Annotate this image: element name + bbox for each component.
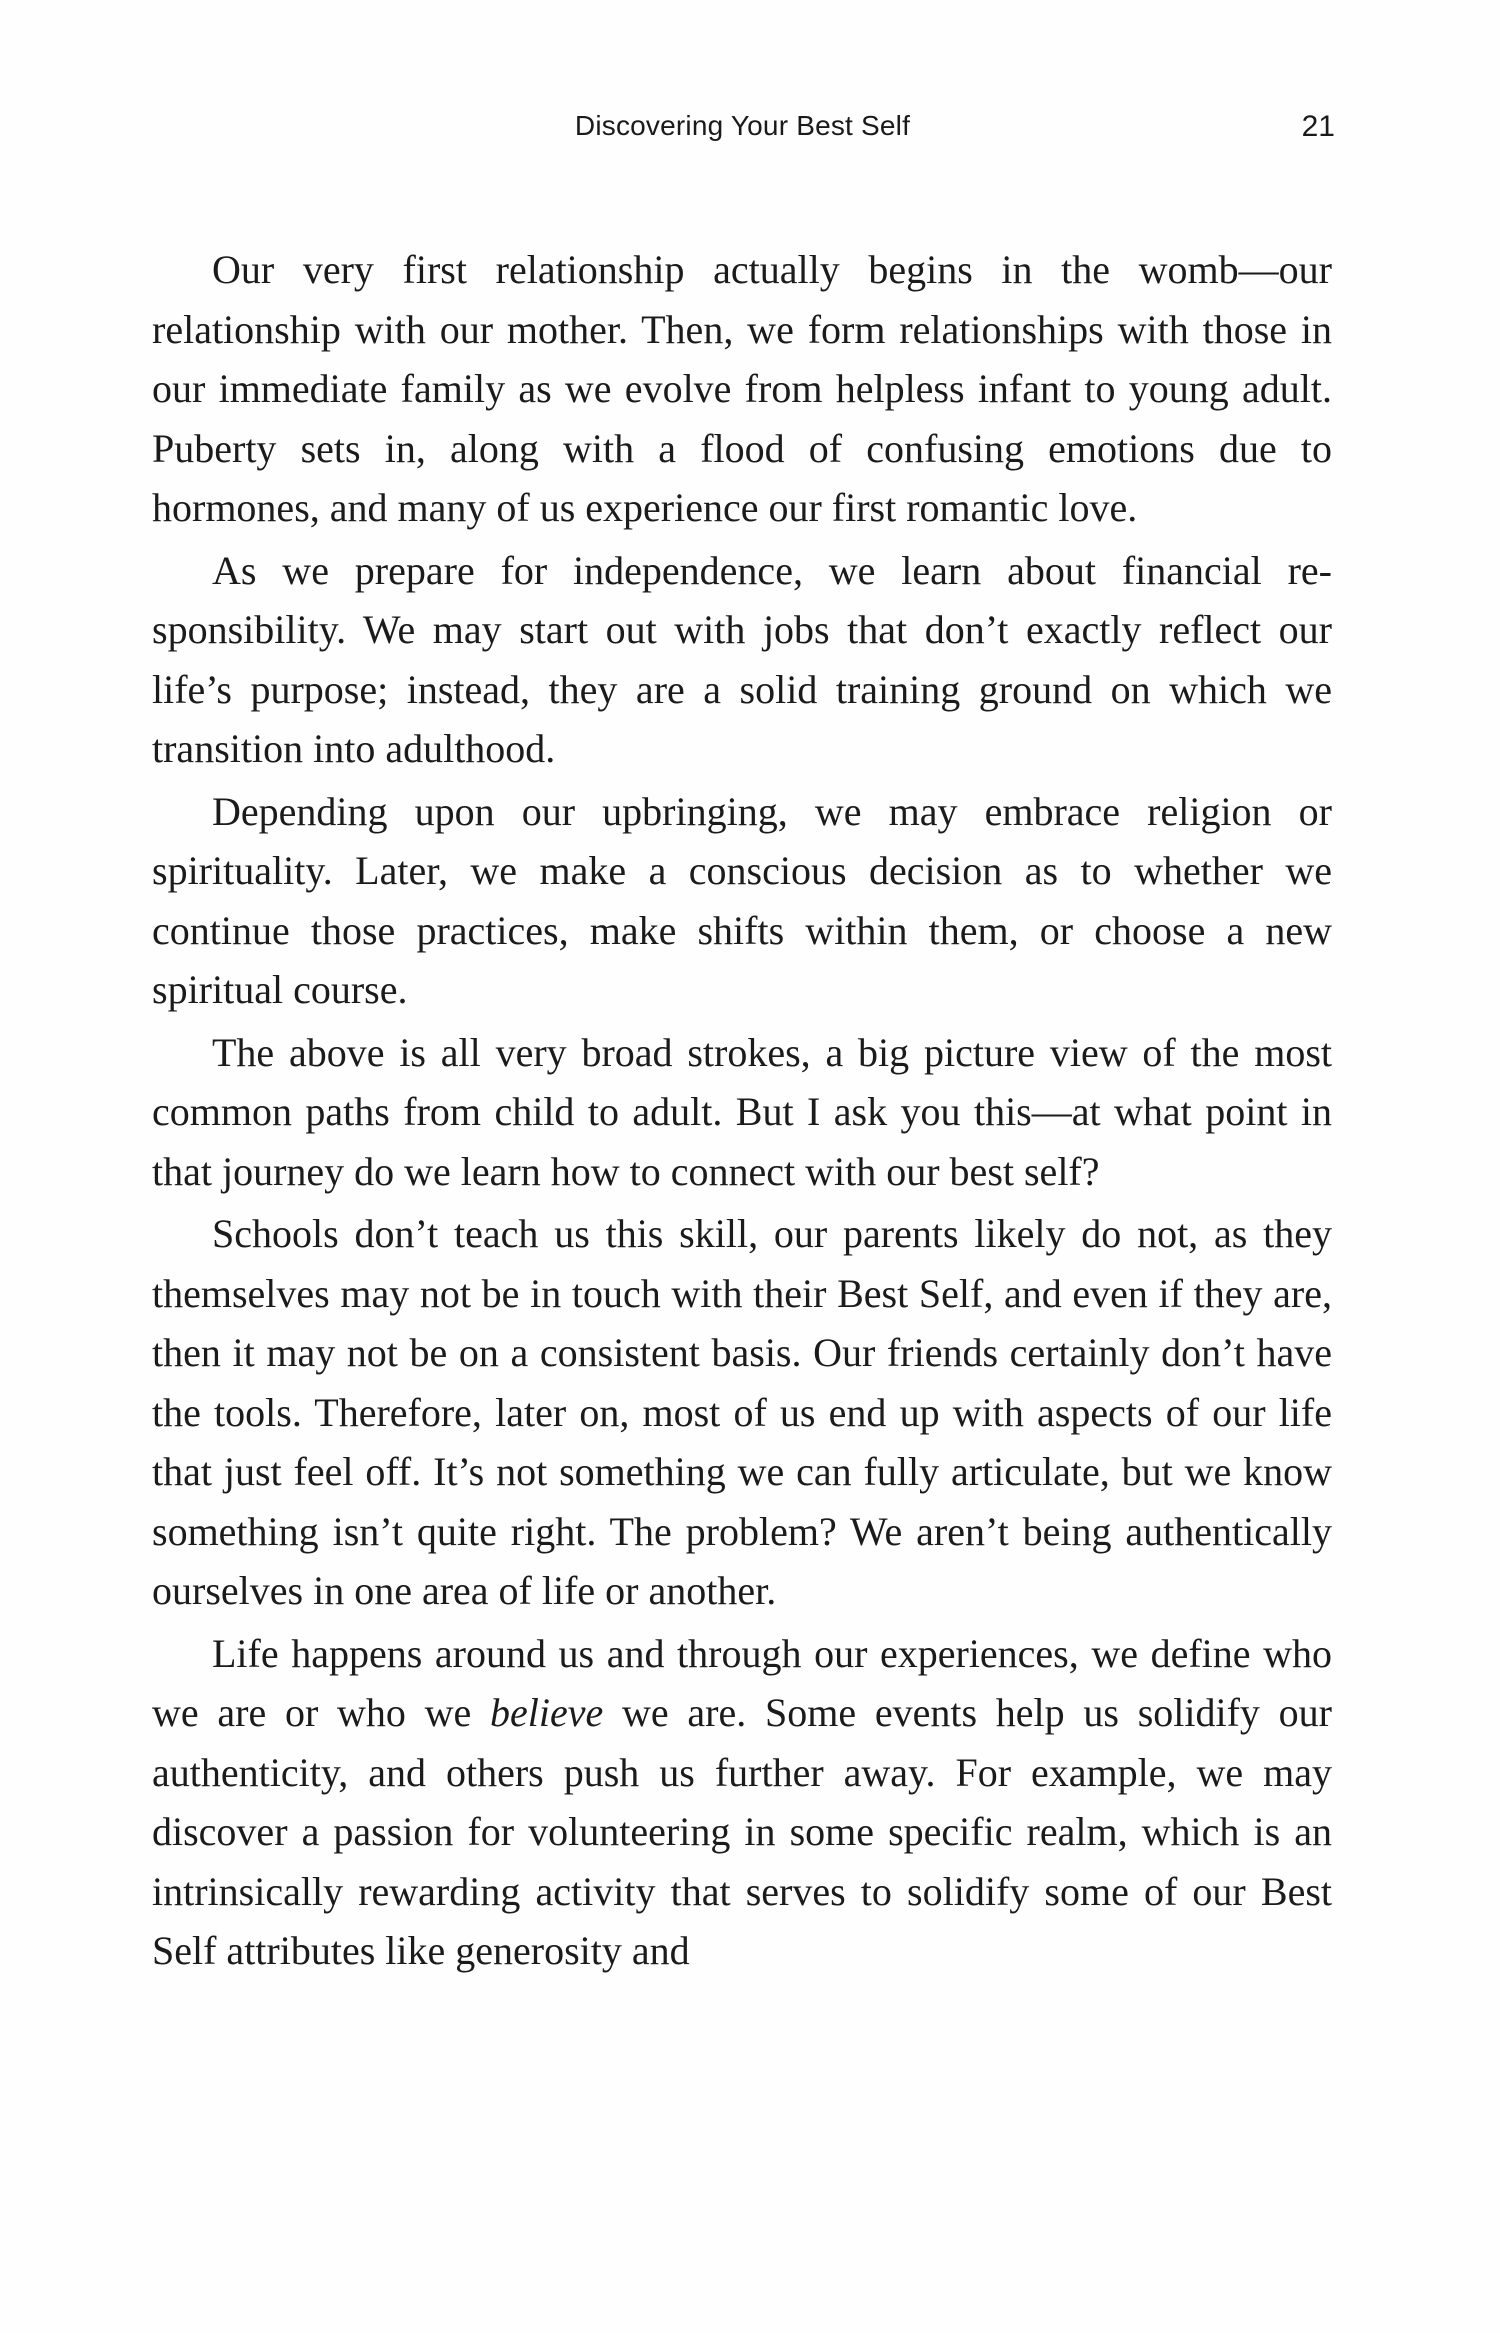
- paragraph: The above is all very broad strokes, a big picture view of the most common paths from child to adult. But I ask you this—at what point in that journey do we learn how to connect with our best self?: [152, 1029, 1332, 1194]
- paragraph: Schools don’t teach us this skill, our parents likely do not, as they themselves may not be in touch with their Best Self, and even if they are, then it may not be on a consistent basis. Our friends certainly don’t have the tools. Therefore, later on, most of us end up with aspects of our life that just feel off. It’s not something we can fully articulate, but we know something isn’t quite right. The problem? We aren’t being authentically ourselves in one area of life or another.: [152, 1211, 1332, 1613]
- paragraph: Our very first relationship actually begins in the womb—our relationship with our mother. Then, we form relationships with those in our immediate family as we evolve from helpless infant to young adult. Puberty sets in, along with a flood of confusing emotions due to hormones, and many of us experience our first romantic love.: [152, 247, 1332, 530]
- running-header: [150, 110, 1335, 160]
- paragraph: Depending upon our upbringing, we may embrace religion or spirituality. Later, we make a conscious decision as to whether we continue those practices, make shifts within them, or choose a new spiritual course.: [152, 788, 1332, 1012]
- body-text: [152, 240, 1332, 1984]
- paragraph: As we prepare for independence, we learn about financial responsibility. We may start out with jobs that don’t exactly reflect our life’s purpose; instead, they are a solid training ground on which we transition into adulthood.: [152, 547, 1332, 771]
- chapter-title: Discovering Your Best Self: [574, 110, 911, 141]
- emphasized-word: believe: [490, 1690, 604, 1735]
- paragraph-text-start: Life happens around us and through our experiences, we define who we are or who we: [152, 1630, 1332, 1735]
- page-number: 21: [1301, 110, 1335, 143]
- paragraph-text-end: we are. Some events help us solidify our authenticity, and others push us further away. For example, we may discover a passion for volunteering in some specific realm, which is an intrinsically rewarding activity that serves to solidify some of our Best Self attributes like generosity and: [152, 1690, 1332, 1973]
- paragraph: [152, 1624, 1332, 1981]
